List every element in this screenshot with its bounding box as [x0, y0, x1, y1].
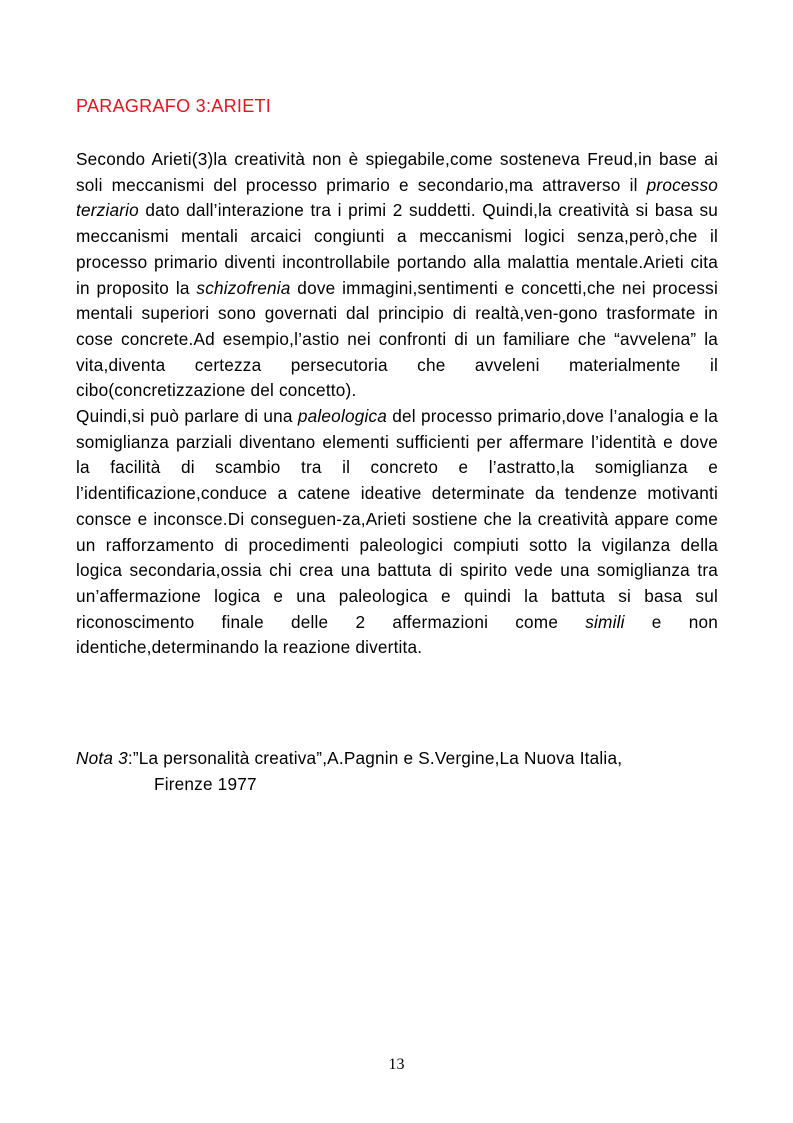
paragraph-2-text-2: del processo primario,dove l’analogia e la somiglianza parziali diventano elementi sufficienti per affermare l’identità e dove la facilità di scambio tra il concreto e l’astratto,la somiglianza e l’identificazione,conduce a catene ideative determinate da tendenze motivanti consce e inconsce.Di conseguen-za,Arieti sostiene che la creatività appare come un rafforzamento di procedimenti paleologici compiuti sotto la vigilanza della logica secondaria,ossia chi crea una battuta di spirito vede una somiglianza tra un’affermazione logica e una paleologica e quindi la battuta si basa sul riconoscimento finale delle 2 affermazioni come: [76, 406, 718, 632]
emphasis-schizofrenia: schizofrenia: [196, 277, 291, 298]
footnote-label: Nota 3: [76, 748, 128, 768]
emphasis-processo-terziario: processo terziario: [76, 174, 718, 221]
paragraph-1-text-3: dove immagini,sentimenti e concetti,che nei processi mentali superiori sono governati dal principio di realtà,ven-gono trasformate in cose concrete.Ad esempio,l’astio nei confronti di un familiare che “avvelena” la vita,diventa certezza persecutoria che avveleni materialmente il cibo(concretizzazione del concetto).: [76, 277, 718, 401]
page-number: 13: [388, 1056, 405, 1073]
paragraph-1-text-2: dato dall’interazione tra i primi 2 suddetti. Quindi,la creatività si basa su meccanismi mentali arcaici congiunti a meccanismi logici senza,però,che il processo primario diventi incontrollabile portando alla malattia mentale.Arieti cita in proposito la: [76, 200, 718, 298]
footnote-text: :”La personalità creativa”,A.Pagnin e S.Vergine,La Nuova Italia,: [127, 748, 623, 768]
emphasis-paleologica: paleologica: [297, 406, 388, 427]
emphasis-simili: simili: [585, 611, 625, 632]
paragraph-2-text-3: e non identiche,determinando la reazione divertita.: [76, 611, 718, 658]
paragraph-1-text-1: Secondo Arieti(3)la creatività non è spiegabile,come sosteneva Freud,in base ai soli meccanismi del processo primario e secondario,ma attraverso il: [76, 149, 718, 195]
footnote: [76, 745, 736, 797]
body-text: [76, 147, 718, 661]
paragraph-1: [76, 147, 718, 404]
section-heading: PARAGRAFO 3:ARIETI: [76, 96, 272, 116]
paragraph-2: [76, 404, 718, 661]
footnote-continuation: Firenze 1977: [154, 774, 257, 794]
paragraph-2-text-1: Quindi,si può parlare di una: [76, 406, 298, 427]
